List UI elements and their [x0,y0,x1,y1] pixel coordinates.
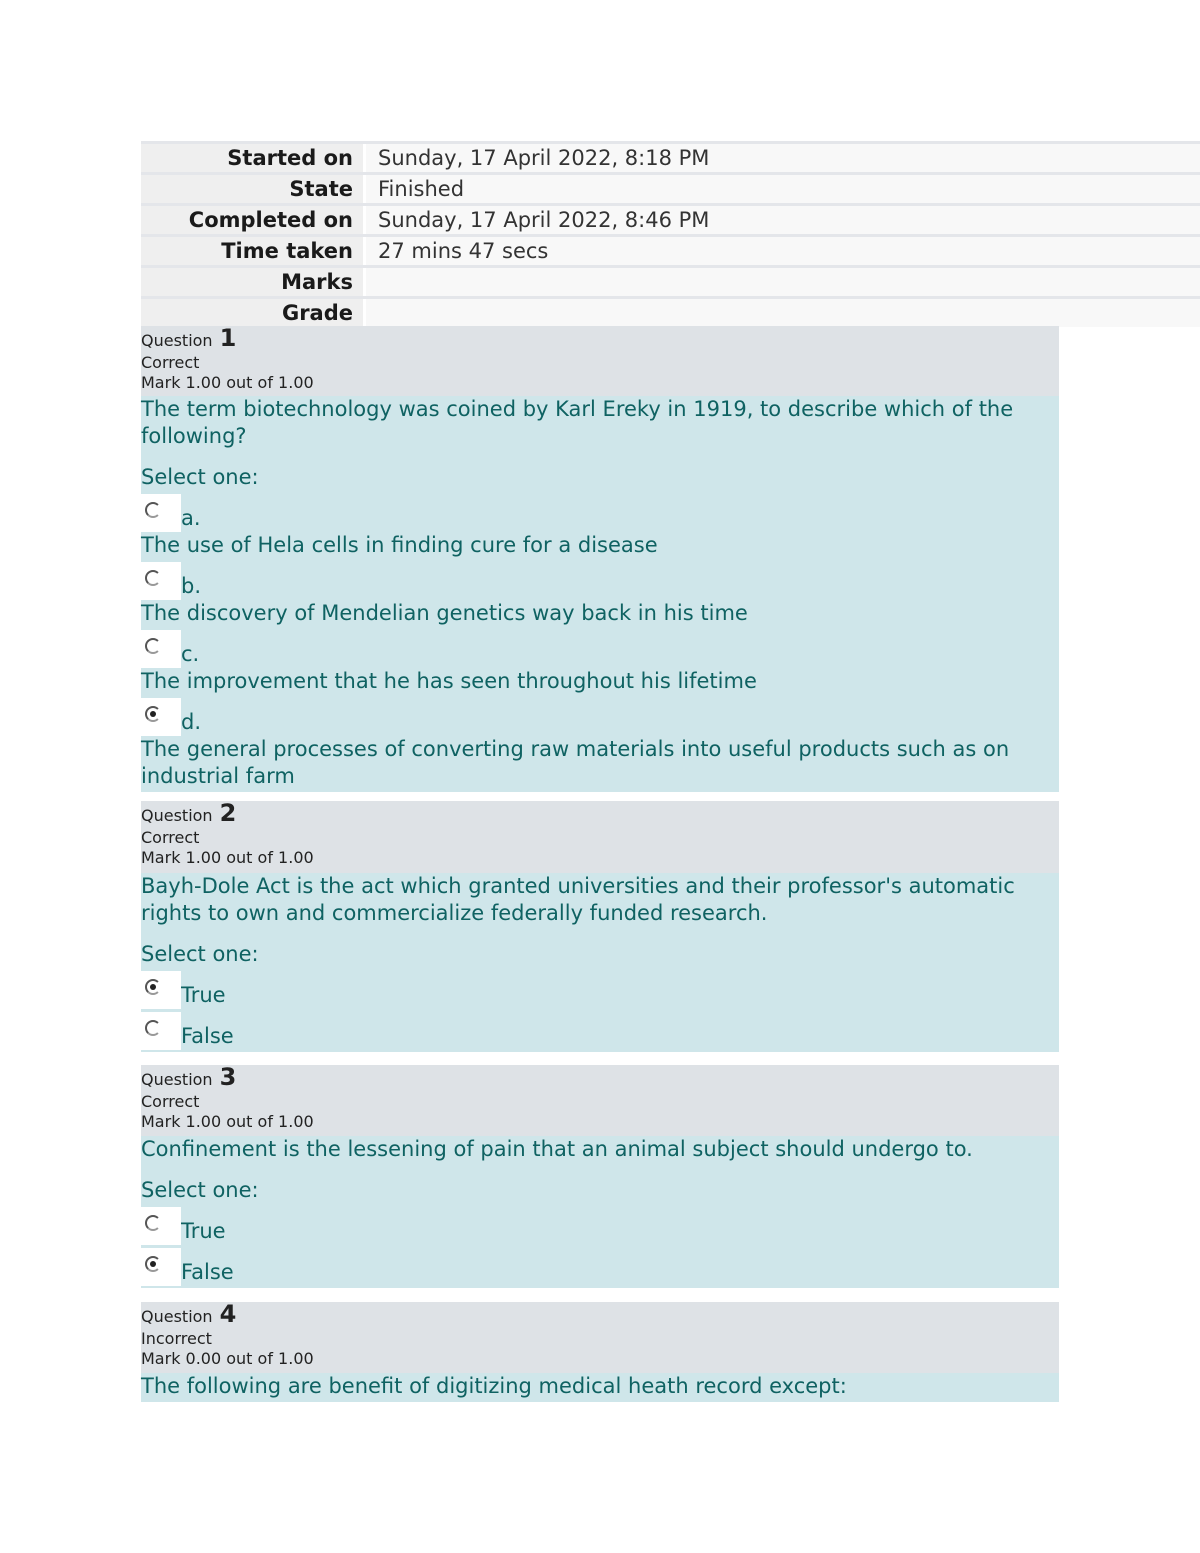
question-state: Correct [141,828,200,847]
answer-text: The improvement that he has seen throughout his lifetime [141,669,757,693]
radio-box[interactable] [141,971,181,1009]
answer-text: False [181,1260,234,1284]
attempt-summary-table [141,141,1200,330]
summary-value: Sunday, 17 April 2022, 8:18 PM [366,144,1200,172]
radio-unchecked-icon[interactable] [145,570,161,586]
summary-value: 27 mins 47 secs [366,237,1200,265]
question-mark: Mark 1.00 out of 1.00 [141,373,314,392]
question-number-line [141,801,1059,828]
answer-letter: d. [181,710,202,734]
question-info [141,326,1059,396]
question-mark: Mark 1.00 out of 1.00 [141,848,314,867]
answer-option-c[interactable] [141,627,1059,695]
radio-checked-icon[interactable] [145,706,161,722]
question-label: Question [141,1070,213,1089]
question-label: Question [141,331,213,350]
summary-value [366,268,1200,296]
answer-option-true[interactable] [141,1204,1059,1245]
question-1 [141,326,1059,792]
radio-unchecked-icon[interactable] [145,638,161,654]
summary-row-started-on [141,141,1200,172]
select-one-prompt: Select one: [141,1178,259,1202]
answer-option-b[interactable] [141,559,1059,627]
summary-row-grade [141,296,1200,327]
radio-checked-icon[interactable] [145,979,161,995]
radio-box[interactable] [141,1207,181,1245]
radio-box[interactable] [141,630,181,668]
radio-checked-icon[interactable] [145,1256,161,1272]
radio-unchecked-icon[interactable] [145,1215,161,1231]
question-number-line [141,326,1059,353]
question-2 [141,801,1059,1052]
question-content [141,396,1059,792]
question-number: 1 [219,324,237,352]
question-mark: Mark 1.00 out of 1.00 [141,1112,314,1131]
answer-text: True [181,983,226,1007]
answer-option-false[interactable] [141,1245,1059,1286]
question-content [141,1373,1059,1402]
select-one-prompt: Select one: [141,465,259,489]
radio-box[interactable] [141,698,181,736]
answer-text: The discovery of Mendelian genetics way back in his time [141,601,748,625]
summary-row-completed-on [141,203,1200,234]
summary-row-state [141,172,1200,203]
radio-box[interactable] [141,562,181,600]
answer-text: True [181,1219,226,1243]
summary-value: Sunday, 17 April 2022, 8:46 PM [366,206,1200,234]
summary-value [366,299,1200,327]
summary-label: Time taken [141,237,363,265]
question-content [141,873,1059,1052]
question-number: 4 [219,1300,237,1328]
question-label: Question [141,1307,213,1326]
summary-label: Grade [141,299,363,327]
summary-value: Finished [366,175,1200,203]
question-4 [141,1302,1059,1402]
question-info [141,801,1059,873]
answer-text: The general processes of converting raw materials into useful products such as on industrial farm [141,737,1010,788]
question-state: Correct [141,353,200,372]
question-text: The following are benefit of digitizing medical heath record except: [141,1374,847,1398]
answer-letter: c. [181,642,200,666]
question-state: Incorrect [141,1329,212,1348]
question-number: 3 [219,1063,237,1091]
question-3 [141,1065,1059,1288]
question-content [141,1136,1059,1288]
question-text: The term biotechnology was coined by Karl Ereky in 1919, to describe which of the following? [141,397,1014,448]
radio-box[interactable] [141,1248,181,1286]
answer-text: The use of Hela cells in finding cure for a disease [141,533,658,557]
radio-box[interactable] [141,1012,181,1050]
question-info [141,1302,1059,1373]
question-number-line [141,1065,1059,1092]
answer-option-a[interactable] [141,491,1059,559]
select-one-prompt: Select one: [141,942,259,966]
summary-label: State [141,175,363,203]
question-number: 2 [219,799,237,827]
question-label: Question [141,806,213,825]
answer-text: False [181,1024,234,1048]
question-info [141,1065,1059,1136]
answer-letter: b. [181,574,202,598]
answer-option-d[interactable] [141,695,1059,790]
radio-unchecked-icon[interactable] [145,502,161,518]
question-text: Confinement is the lessening of pain that an animal subject should undergo to. [141,1137,973,1161]
question-mark: Mark 0.00 out of 1.00 [141,1349,314,1368]
answer-letter: a. [181,506,201,530]
radio-unchecked-icon[interactable] [145,1020,161,1036]
question-number-line [141,1302,1059,1329]
question-state: Correct [141,1092,200,1111]
summary-label: Completed on [141,206,363,234]
question-text: Bayh-Dole Act is the act which granted universities and their professor's automatic rights to own and commercialize federally funded research. [141,874,1015,925]
summary-row-time-taken [141,234,1200,265]
answer-option-true[interactable] [141,968,1059,1009]
summary-label: Marks [141,268,363,296]
summary-label: Started on [141,144,363,172]
summary-row-marks [141,265,1200,296]
radio-box[interactable] [141,494,181,532]
answer-option-false[interactable] [141,1009,1059,1050]
